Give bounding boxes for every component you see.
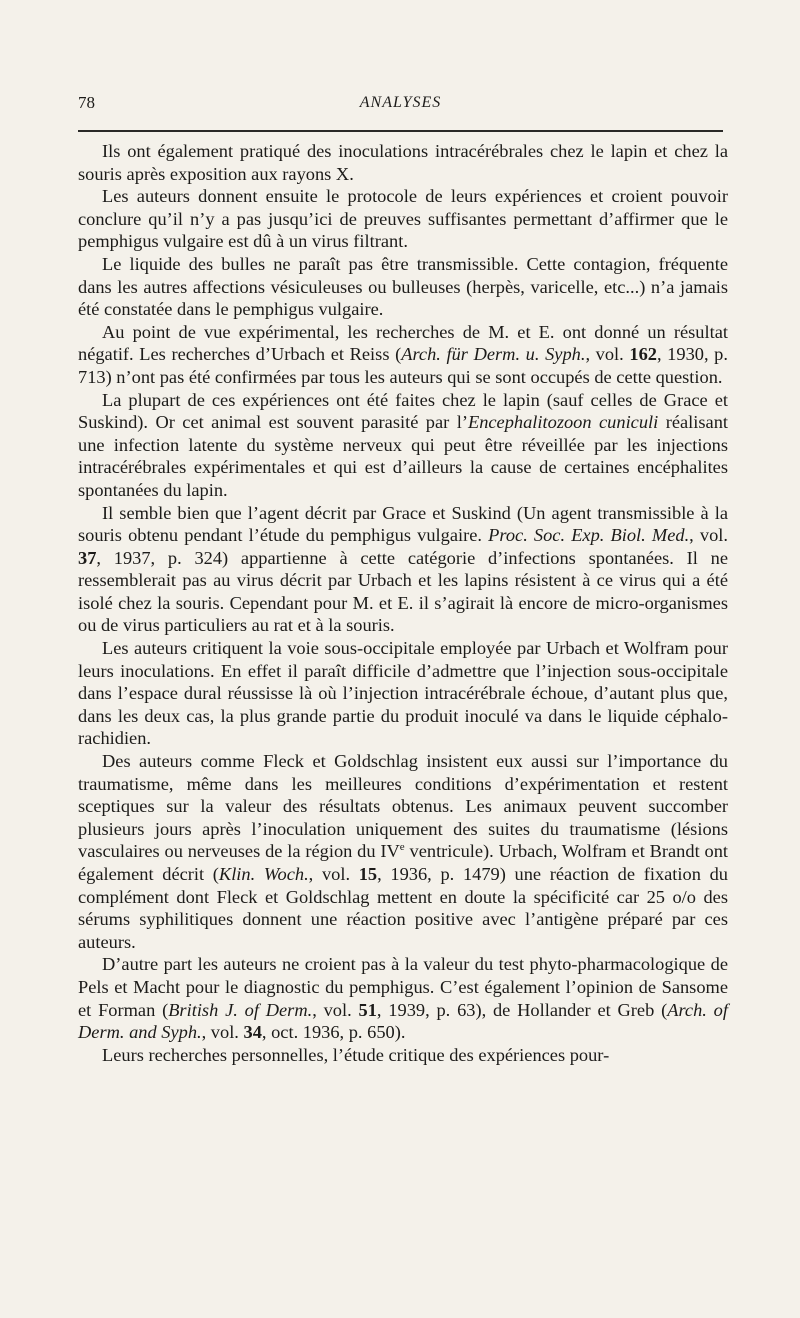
paragraph-5 — [78, 389, 728, 502]
paragraph-2: Les auteurs donnent ensuite le protocole de leurs expériences et croient pouvoir conclure qu’il n’y a pas jusqu’ici de preuves suffisantes permettant d’affirmer que le pemphigus vulgaire est dû à un virus filtrant. — [78, 186, 728, 252]
page-number: 78 — [78, 93, 95, 112]
paragraph-6-text-2: , vol. — [689, 525, 728, 546]
paragraph-4 — [78, 321, 728, 389]
paragraph-8-text-1: Des auteurs comme Fleck et Goldschlag insistent eux aussi sur l’importance du traumatisme, même dans les meilleures conditions d’expérimentation et restent sceptiques sur la valeur des résultats obtenus. Les animaux peuvent succomber plusieurs jours après l’inoculation uniquement des suites du traumatisme (lésions vasculaires ou nerveuses de la région du IV — [78, 751, 728, 862]
paragraph-9-text-4: , vol. — [201, 1022, 244, 1043]
paragraph-5-text-1: La plupart de ces expériences ont été faites chez le lapin (sauf celles de Grace et Suskind). Or cet animal est souvent parasité par l’ — [78, 389, 728, 433]
volume-number: 37 — [78, 547, 97, 568]
running-title: ANALYSES — [359, 94, 442, 111]
citation-klin-woch: Klin. Woch. — [218, 864, 309, 884]
paragraph-9-text-1: D’autre part les auteurs ne croient pas à la valeur du test phyto-pharmacologique de Pels et Macht pour le diagnostic du pemphigus. C’est également l’opinion de Sansome et Forman ( — [78, 954, 728, 1020]
paragraph-9-text-2: , vol. — [312, 999, 359, 1020]
paragraph-6-text-3: , 1937, p. 324) appartienne à cette catégorie d’infections spontanées. Il ne ressemblerait pas au virus décrit par Urbach et les lapins résistent à ce virus qui a été isolé chez la souris. Cependant pour M. et E. il s’agirait là encore de micro-organismes ou de virus particuliers au rat et à la souris. — [78, 547, 728, 636]
citation-british-j-derm: British J. of Derm. — [168, 999, 313, 1020]
paragraph-10: Leurs recherches personnelles, l’étude critique des expériences pour- — [102, 1044, 610, 1065]
citation-arch-of-derm: Arch. of Derm. and Syph. — [78, 999, 728, 1043]
paragraph-6 — [78, 502, 728, 638]
paragraph-8-text-2: ventricule). Urbach, Wolfram et Brandt ont également décrit ( — [78, 841, 729, 884]
volume-number: 162 — [629, 344, 657, 365]
paragraph-4-text-1: Au point de vue expérimental, les recherches de M. et E. ont donné un résultat négatif. Les recherches d’Urbach et Reiss ( — [78, 321, 728, 365]
paragraph-8-text-4: , 1936, p. 1479) une réaction de fixation du complément dont Fleck et Goldschlag mettent en doute la spécificité car 25 o/o des sérums syphilitiques donnent une réaction positive avec l’antigène préparé par ces auteurs. — [78, 864, 728, 952]
superscript: e — [399, 841, 405, 854]
citation-proc-soc: Proc. Soc. Exp. Biol. Med. — [488, 525, 690, 546]
running-head — [78, 92, 723, 116]
paragraph-7: Les auteurs critiquent la voie sous-occipitale employée par Urbach et Wolfram pour leurs inoculations. En effet il paraît difficile d’admettre que l’injection sous-occipitale dans l’espace dural réussisse là où l’injection intracérébrale échoue, d’autant plus que, dans les deux cas, la plus grande partie du produit inoculé va dans le liquide céphalo-rachidien. — [78, 638, 728, 749]
volume-number: 34 — [243, 1022, 262, 1043]
paragraph-4-text-2: , vol. — [585, 344, 630, 365]
body-text — [78, 140, 728, 1066]
volume-number: 15 — [358, 864, 378, 884]
paragraph-8 — [78, 750, 728, 953]
paragraph-4-text-3: , 1930, p. 713) n’ont pas été confirmées par tous les auteurs qui se sont occupés de cette question. — [78, 344, 728, 387]
header-rule — [78, 130, 723, 132]
paragraph-9-text-5: , oct. 1936, p. 650). — [261, 1022, 406, 1043]
paragraph-1: Ils ont également pratiqué des inoculations intracérébrales chez le lapin et chez la souris après exposition aux rayons X. — [78, 141, 728, 184]
paragraph-9-text-3: , 1939, p. 63), de Hollander et Greb ( — [376, 999, 668, 1020]
paragraph-8-text-3: , vol. — [308, 864, 359, 884]
paragraph-3: Le liquide des bulles ne paraît pas être transmissible. Cette contagion, fréquente dans les autres affections vésiculeuses ou bulleuses (herpès, varicelle, etc...) n’a jamais été constatée dans le pemphigus vulgaire. — [78, 253, 728, 320]
paragraph-5-text-2: réalisant une infection latente du système nerveux qui peut être réveillée par les injections intracérébrales expérimentales et qui est d’ailleurs la cause de certaines encéphalites spontanées du lapin. — [78, 412, 729, 500]
citation-arch-fur-derm: Arch. für Derm. u. Syph. — [401, 344, 586, 365]
volume-number: 51 — [358, 999, 377, 1020]
species-name: Encephalitozoon cuniculi — [467, 412, 659, 433]
paragraph-6-text-1: Il semble bien que l’agent décrit par Grace et Suskind (Un agent transmissible à la souris obtenu pendant l’étude du pemphigus vulgaire. — [78, 502, 728, 546]
paragraph-9 — [78, 953, 728, 1043]
